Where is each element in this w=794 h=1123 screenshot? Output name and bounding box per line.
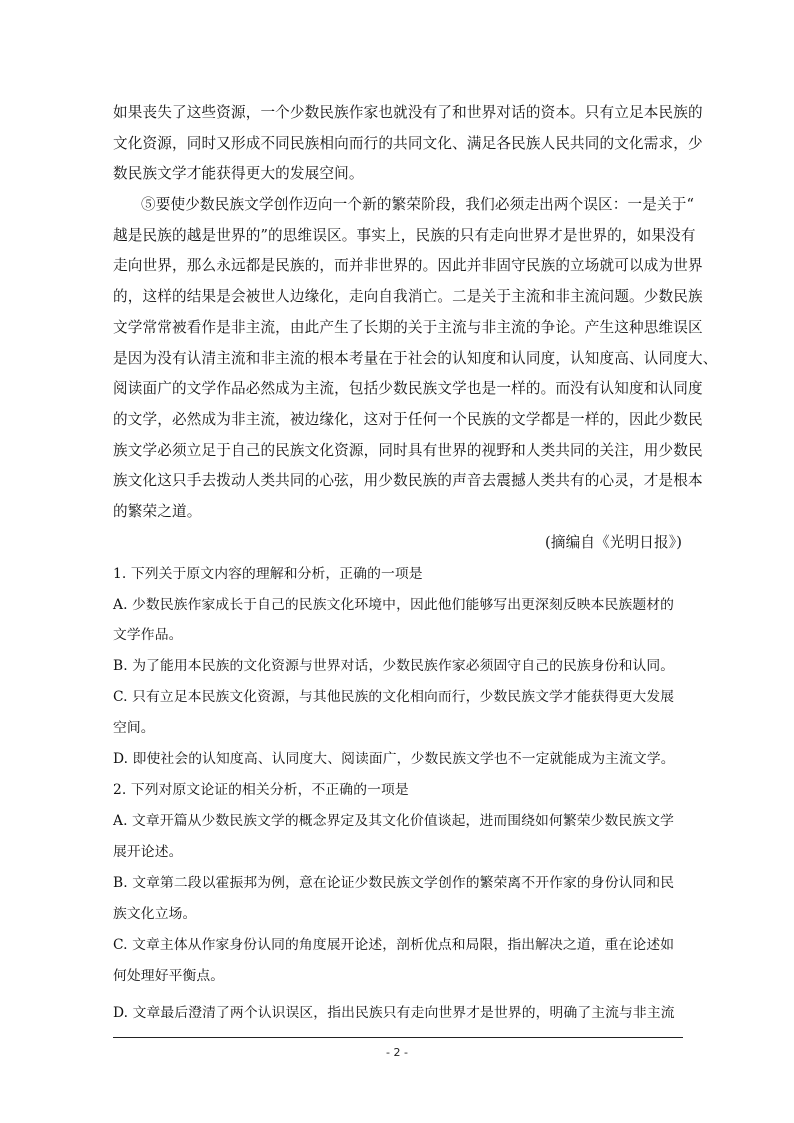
para5-line-11: 的繁荣之道。 (113, 503, 202, 520)
para4-line-2: 文化资源，同时又形成不同民族相向而行的共同文化、满足各民族人民共同的文化需求，少 (113, 135, 703, 152)
para4-line-1: 如果丧失了这些资源，一个少数民族作家也就没有了和世界对话的资本。只有立足本民族的 (113, 104, 703, 121)
para4-line-3: 数民族文学才能获得更大的发展空间。 (113, 165, 364, 182)
para5-line-2: 越是民族的越是世界的”的思维误区。事实上，民族的只有走向世界才是世界的，如果没有 (113, 227, 696, 244)
para5-line-8: 的文学，必然成为非主流，被边缘化，这对于任何一个民族的文学都是一样的，因此少数民 (113, 411, 703, 428)
question-2-option-c: C. 文章主体从作家身份认同的角度展开论述，剖析优点和局限，指出解决之道，重在论述如 (113, 937, 675, 953)
question-2-option-b: B. 文章第二段以霍振邦为例，意在论证少数民族文学创作的繁荣离不开作家的身份认同和民 (113, 875, 675, 891)
para5-line-7: 阅读面广的文学作品必然成为主流，包括少数民族文学也是一样的。而没有认知度和认同度 (113, 380, 703, 397)
para5-line-5: 文学常常被看作是非主流，由此产生了长期的关于主流与非主流的争论。产生这种思维误区 (113, 319, 703, 336)
question-2-option-d: D. 文章最后澄清了两个认识误区，指出民族只有走向世界才是世界的，明确了主流与非主流 (113, 1005, 675, 1021)
footer-divider (113, 1037, 683, 1038)
question-2-option-a: A. 文章开篇从少数民族文学的概念界定及其文化价值谈起，进而围绕如何繁荣少数民族文学 (113, 813, 675, 829)
para5-line-10: 族文化这只手去拨动人类共同的心弦，用少数民族的声音去震撼人类共有的心灵，才是根本 (113, 472, 703, 489)
para5-line-4: 的，这样的结果是会被世人边缘化，走向自我消亡。二是关于主流和非主流问题。少数民族 (113, 288, 703, 305)
question-1-option-a-cont: 文学作品。 (113, 627, 183, 643)
question-1-stem: 1. 下列关于原文内容的理解和分析，正确的一项是 (113, 566, 423, 582)
source-citation: (摘编自《光明日报》) (545, 534, 683, 551)
question-1-option-c: C. 只有立足本民族文化资源，与其他民族的文化相向而行，少数民族文学才能获得更大发展 (113, 689, 675, 705)
para5-line-3: 走向世界，那么永远都是民族的，而并非世界的。因此并非固守民族的立场就可以成为世界 (113, 257, 703, 274)
para5-line-6: 是因为没有认清主流和非主流的根本考量在于社会的认知度和认同度，认知度高、认同度大、 (113, 350, 718, 367)
page-number: - 2 - (386, 1046, 408, 1059)
question-2-option-b-cont: 族文化立场。 (113, 906, 197, 922)
para5-line-1: ⑤要使少数民族文学创作迈向一个新的繁荣阶段，我们必须走出两个误区：一是关于“ (141, 196, 695, 213)
question-2-option-c-cont: 何处理好平衡点。 (113, 968, 225, 984)
question-1-option-d: D. 即使社会的认知度高、认同度大、阅读面广，少数民族文学也不一定就能成为主流文学。 (113, 751, 675, 767)
question-1-option-b: B. 为了能用本民族的文化资源与世界对话，少数民族作家必须固守自己的民族身份和认同。 (113, 658, 675, 674)
question-1-option-a: A. 少数民族作家成长于自己的民族文化环境中，因此他们能够写出更深刻反映本民族题材的 (113, 597, 675, 613)
question-2-stem: 2. 下列对原文论证的相关分析，不正确的一项是 (113, 782, 409, 798)
question-2-option-a-cont: 展开论述。 (113, 844, 183, 860)
question-1-option-c-cont: 空间。 (113, 720, 155, 736)
para5-line-9: 族文学必须立足于自己的民族文化资源，同时具有世界的视野和人类共同的关注，用少数民 (113, 442, 703, 459)
